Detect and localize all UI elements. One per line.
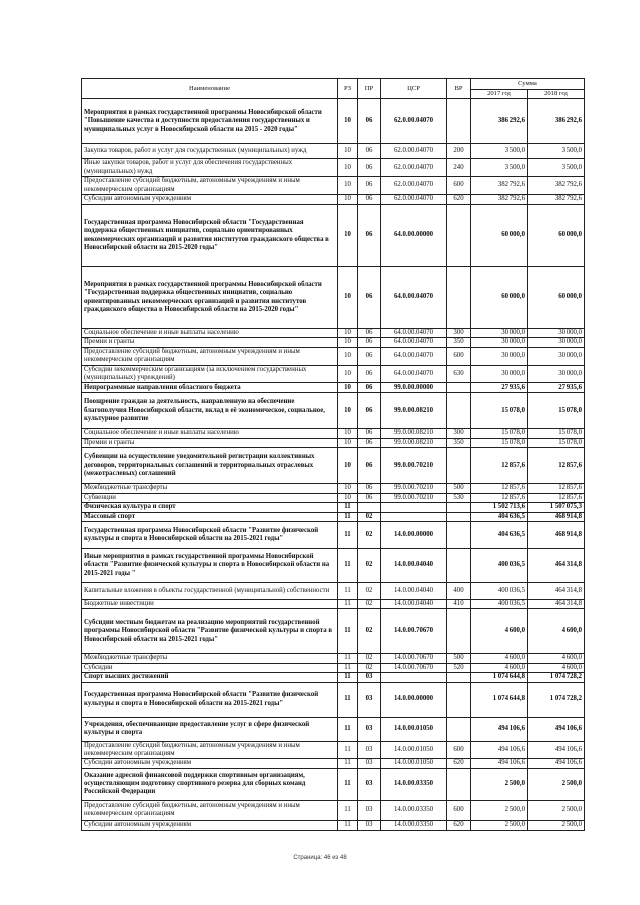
table-row — [82, 599, 585, 608]
row-name: Субсидии автономным учреждениям — [82, 820, 338, 830]
row-csr: 62.0.00.04070 — [381, 195, 447, 205]
header-row-top — [82, 79, 585, 90]
row-rz: 11 — [338, 741, 358, 759]
row-pr: 06 — [358, 383, 381, 393]
row-pr: 02 — [358, 582, 381, 599]
row-csr: 14.0.00.01050 — [381, 741, 447, 759]
table-row — [82, 448, 585, 484]
row-name: Государственная программа Новосибирской области "Развитие физической культуры и спорта в Новосибирской области на 2015-2021 годы" — [82, 682, 338, 717]
row-name: Непрограммные направления областного бюджета — [82, 383, 338, 393]
table-row — [82, 205, 585, 267]
row-name: Субсидии местным бюджетам на реализацию мероприятий государственной программы Новосибирской области "Развитие физической культуры и спорта в Новосибирской области на 2015-2021 годы" — [82, 609, 338, 654]
row-pr: 06 — [358, 393, 381, 429]
row-name: Закупка товаров, работ и услуг для государственных (муниципальных) нужд — [82, 144, 338, 159]
row-name: Субсидии некоммерческим организациям (за исключением государственных (муниципальных) учреждений) — [82, 365, 338, 383]
row-vr — [447, 393, 471, 429]
row-pr: 03 — [358, 759, 381, 768]
row-rz: 11 — [338, 609, 358, 654]
row-csr: 14.0.00.03350 — [381, 800, 447, 820]
row-sum-2018: 494 106,6 — [528, 741, 585, 759]
row-name: Государственная программа Новосибирской области "Государственная поддержка общественных инициатив, социально ориентированных некоммерческих организаций и развития институтов гражданского общества в Новосибирской области на 2015-2020 годы" — [82, 205, 338, 267]
table-row — [82, 493, 585, 502]
row-sum-2017: 4 600,0 — [471, 654, 528, 663]
row-sum-2017: 2 500,0 — [471, 768, 528, 800]
header-2017: 2017 год — [471, 90, 528, 99]
row-sum-2017: 494 106,6 — [471, 759, 528, 768]
row-sum-2017: 382 792,6 — [471, 177, 528, 195]
row-vr — [447, 383, 471, 393]
row-rz: 10 — [338, 484, 358, 493]
row-pr: 03 — [358, 741, 381, 759]
row-sum-2018: 382 792,6 — [528, 177, 585, 195]
table-header — [82, 79, 585, 99]
row-sum-2018: 4 600,0 — [528, 654, 585, 663]
table-row — [82, 717, 585, 741]
row-rz: 11 — [338, 800, 358, 820]
row-csr: 99.0.00.08210 — [381, 393, 447, 429]
table-row — [82, 609, 585, 654]
row-sum-2018: 1 507 075,3 — [528, 503, 585, 512]
row-rz: 10 — [338, 347, 358, 365]
table-row — [82, 673, 585, 682]
row-vr: 630 — [447, 365, 471, 383]
row-pr: 06 — [358, 484, 381, 493]
row-vr — [447, 521, 471, 548]
row-pr — [358, 503, 381, 512]
row-pr: 03 — [358, 682, 381, 717]
row-sum-2018: 12 857,6 — [528, 493, 585, 502]
row-sum-2018: 27 935,6 — [528, 383, 585, 393]
table-row — [82, 820, 585, 830]
row-csr: 14.0.00.01050 — [381, 717, 447, 741]
row-csr: 64.0.00.04070 — [381, 267, 447, 329]
table-row — [82, 429, 585, 438]
row-vr — [447, 205, 471, 267]
row-sum-2017: 15 078,0 — [471, 429, 528, 438]
table-row — [82, 663, 585, 672]
row-rz: 11 — [338, 548, 358, 582]
row-sum-2017: 30 000,0 — [471, 338, 528, 347]
row-name: Массовый спорт — [82, 512, 338, 521]
row-sum-2018: 30 000,0 — [528, 338, 585, 347]
row-sum-2018: 12 857,6 — [528, 448, 585, 484]
table-row — [82, 521, 585, 548]
table-row — [82, 682, 585, 717]
row-pr: 02 — [358, 599, 381, 608]
row-name: Предоставление субсидий бюджетным, автономным учреждениям и иным некоммерческим организациям — [82, 800, 338, 820]
row-rz: 10 — [338, 393, 358, 429]
table-row — [82, 338, 585, 347]
row-sum-2017: 4 600,0 — [471, 609, 528, 654]
row-vr — [447, 448, 471, 484]
row-pr: 06 — [358, 448, 381, 484]
row-csr: 64.0.00.04070 — [381, 347, 447, 365]
row-pr: 06 — [358, 99, 381, 144]
table-row — [82, 484, 585, 493]
row-pr: 06 — [358, 195, 381, 205]
row-sum-2018: 2 500,0 — [528, 820, 585, 830]
row-vr: 530 — [447, 493, 471, 502]
row-sum-2017: 400 036,5 — [471, 599, 528, 608]
row-vr: 400 — [447, 582, 471, 599]
row-rz: 10 — [338, 438, 358, 447]
row-sum-2017: 400 036,5 — [471, 548, 528, 582]
table-row — [82, 741, 585, 759]
row-sum-2018: 30 000,0 — [528, 347, 585, 365]
row-rz: 10 — [338, 144, 358, 159]
row-name: Премии и гранты — [82, 438, 338, 447]
header-name: Наименование — [82, 79, 338, 99]
table-row — [82, 347, 585, 365]
row-sum-2018: 15 078,0 — [528, 429, 585, 438]
row-pr: 02 — [358, 654, 381, 663]
row-vr: 240 — [447, 159, 471, 177]
row-csr: 64.0.00.04070 — [381, 338, 447, 347]
row-name: Физическая культура и спорт — [82, 503, 338, 512]
row-sum-2017: 27 935,6 — [471, 383, 528, 393]
row-name: Субсидии — [82, 663, 338, 672]
row-sum-2017: 404 636,5 — [471, 521, 528, 548]
row-csr: 64.0.00.04070 — [381, 329, 447, 338]
row-rz: 11 — [338, 599, 358, 608]
row-sum-2018: 4 600,0 — [528, 663, 585, 672]
row-name: Капитальные вложения в объекты государственной (муниципальной) собственности — [82, 582, 338, 599]
row-vr: 600 — [447, 800, 471, 820]
header-rz: РЗ — [338, 79, 358, 99]
row-name: Оказание адресной финансовой поддержки спортивным организациям, осуществляющим подготовку спортивного резерва для сборных команд Российской Федерации — [82, 768, 338, 800]
row-sum-2018: 382 792,6 — [528, 195, 585, 205]
row-csr: 62.0.00.04070 — [381, 144, 447, 159]
table-row — [82, 582, 585, 599]
row-sum-2018: 468 914,8 — [528, 512, 585, 521]
row-vr — [447, 717, 471, 741]
row-vr: 620 — [447, 759, 471, 768]
row-csr: 14.0.00.70670 — [381, 609, 447, 654]
row-sum-2017: 494 106,6 — [471, 741, 528, 759]
row-csr: 99.0.00.70210 — [381, 484, 447, 493]
row-vr: 620 — [447, 195, 471, 205]
row-vr — [447, 99, 471, 144]
row-pr: 06 — [358, 144, 381, 159]
row-name: Субвенции — [82, 493, 338, 502]
row-sum-2017: 3 500,0 — [471, 144, 528, 159]
row-sum-2017: 404 636,5 — [471, 512, 528, 521]
row-csr: 64.0.00.00000 — [381, 205, 447, 267]
row-csr: 99.0.00.08210 — [381, 429, 447, 438]
header-pr: ПР — [358, 79, 381, 99]
row-vr — [447, 673, 471, 682]
row-vr: 350 — [447, 338, 471, 347]
row-sum-2017: 2 500,0 — [471, 800, 528, 820]
row-vr — [447, 768, 471, 800]
row-vr: 300 — [447, 329, 471, 338]
row-rz: 11 — [338, 673, 358, 682]
row-csr: 14.0.00.03350 — [381, 768, 447, 800]
row-rz: 10 — [338, 159, 358, 177]
row-vr: 300 — [447, 429, 471, 438]
table-row — [82, 329, 585, 338]
row-pr: 06 — [358, 177, 381, 195]
row-rz: 10 — [338, 448, 358, 484]
row-name: Предоставление субсидий бюджетным, автономным учреждениям и иным некоммерческим организациям — [82, 177, 338, 195]
row-csr: 14.0.00.70670 — [381, 663, 447, 672]
row-csr: 99.0.00.08210 — [381, 438, 447, 447]
row-sum-2018: 3 500,0 — [528, 159, 585, 177]
row-sum-2017: 1 074 644,8 — [471, 682, 528, 717]
table-row — [82, 654, 585, 663]
row-pr: 03 — [358, 768, 381, 800]
row-rz: 11 — [338, 820, 358, 830]
row-name: Социальное обеспечение и иные выплаты населению — [82, 429, 338, 438]
row-pr: 02 — [358, 521, 381, 548]
row-rz: 10 — [338, 338, 358, 347]
row-sum-2018: 494 106,6 — [528, 717, 585, 741]
row-rz: 10 — [338, 493, 358, 502]
row-sum-2018: 464 314,8 — [528, 599, 585, 608]
row-name: Мероприятия в рамках государственной программы Новосибирской области "Государственная поддержка общественных инициатив, социально ориентированных некоммерческих организаций и развития институтов гражданского общества в Новосибирской области на 2015-2020 годы" — [82, 267, 338, 329]
row-name: Субсидии автономным учреждениям — [82, 759, 338, 768]
row-csr: 62.0.00.04070 — [381, 99, 447, 144]
row-name: Государственная программа Новосибирской области "Развитие физической культуры и спорта в Новосибирской области на 2015-2021 годы" — [82, 521, 338, 548]
row-sum-2018: 468 914,8 — [528, 521, 585, 548]
row-vr: 200 — [447, 144, 471, 159]
row-csr: 99.0.00.70210 — [381, 448, 447, 484]
table-row — [82, 800, 585, 820]
row-name: Межбюджетные трансферты — [82, 484, 338, 493]
row-sum-2017: 30 000,0 — [471, 365, 528, 383]
row-csr: 14.0.00.04040 — [381, 599, 447, 608]
row-sum-2018: 386 292,6 — [528, 99, 585, 144]
row-pr: 03 — [358, 673, 381, 682]
row-pr: 06 — [358, 267, 381, 329]
row-vr: 600 — [447, 347, 471, 365]
row-pr: 06 — [358, 338, 381, 347]
row-csr: 14.0.00.00000 — [381, 521, 447, 548]
row-sum-2018: 464 314,8 — [528, 582, 585, 599]
row-name: Спорт высших достижений — [82, 673, 338, 682]
row-rz: 11 — [338, 682, 358, 717]
table-row — [82, 393, 585, 429]
row-sum-2017: 382 792,6 — [471, 195, 528, 205]
row-vr: 520 — [447, 663, 471, 672]
row-vr: 500 — [447, 484, 471, 493]
row-name: Иные закупки товаров, работ и услуг для обеспечения государственных (муниципальных) нужд — [82, 159, 338, 177]
table-row — [82, 365, 585, 383]
row-pr: 02 — [358, 609, 381, 654]
row-csr: 64.0.00.04070 — [381, 365, 447, 383]
row-sum-2018: 60 000,0 — [528, 267, 585, 329]
page-number: Страница: 46 из 48 — [293, 855, 347, 861]
row-sum-2018: 1 074 728,2 — [528, 682, 585, 717]
row-vr: 410 — [447, 599, 471, 608]
budget-table — [81, 78, 585, 831]
row-name: Межбюджетные трансферты — [82, 654, 338, 663]
row-sum-2017: 12 857,6 — [471, 448, 528, 484]
header-csr: ЦСР — [381, 79, 447, 99]
row-sum-2018: 464 314,8 — [528, 548, 585, 582]
row-csr — [381, 512, 447, 521]
row-rz: 10 — [338, 99, 358, 144]
row-vr — [447, 267, 471, 329]
row-name: Мероприятия в рамках государственной программы Новосибирской области "Повышение качества и доступности предоставления государственных и муниципальных услуг в Новосибирской области на 2015 - 2020 годы" — [82, 99, 338, 144]
row-pr: 03 — [358, 717, 381, 741]
row-sum-2018: 12 857,6 — [528, 484, 585, 493]
row-sum-2017: 30 000,0 — [471, 347, 528, 365]
row-vr — [447, 682, 471, 717]
header-2018: 2018 год — [528, 90, 585, 99]
row-name: Учреждения, обеспечивающие предоставление услуг в сфере физической культуры и спорта — [82, 717, 338, 741]
row-rz: 10 — [338, 329, 358, 338]
row-pr: 06 — [358, 159, 381, 177]
row-name: Предоставление субсидий бюджетным, автономным учреждениям и иным некоммерческим организациям — [82, 741, 338, 759]
row-sum-2018: 4 600,0 — [528, 609, 585, 654]
row-vr: 620 — [447, 820, 471, 830]
row-name: Бюджетные инвестиции — [82, 599, 338, 608]
row-vr: 600 — [447, 741, 471, 759]
row-rz: 11 — [338, 717, 358, 741]
row-rz: 10 — [338, 267, 358, 329]
row-pr: 02 — [358, 663, 381, 672]
row-csr: 99.0.00.70210 — [381, 493, 447, 502]
row-pr: 06 — [358, 347, 381, 365]
row-pr: 02 — [358, 512, 381, 521]
row-vr: 500 — [447, 654, 471, 663]
row-pr: 03 — [358, 800, 381, 820]
row-pr: 06 — [358, 365, 381, 383]
row-name: Субсидии автономным учреждениям — [82, 195, 338, 205]
row-csr — [381, 673, 447, 682]
row-csr: 14.0.00.04040 — [381, 548, 447, 582]
row-csr: 14.0.00.70670 — [381, 654, 447, 663]
row-vr — [447, 503, 471, 512]
row-sum-2018: 1 074 728,2 — [528, 673, 585, 682]
row-sum-2018: 30 000,0 — [528, 365, 585, 383]
row-sum-2018: 30 000,0 — [528, 329, 585, 338]
row-sum-2017: 15 078,0 — [471, 438, 528, 447]
row-rz: 10 — [338, 177, 358, 195]
row-sum-2018: 2 500,0 — [528, 800, 585, 820]
row-sum-2017: 15 078,0 — [471, 393, 528, 429]
row-sum-2018: 2 500,0 — [528, 768, 585, 800]
row-pr: 06 — [358, 429, 381, 438]
table-row — [82, 144, 585, 159]
row-sum-2017: 60 000,0 — [471, 267, 528, 329]
row-sum-2017: 12 857,6 — [471, 484, 528, 493]
table-row — [82, 768, 585, 800]
row-pr: 06 — [358, 329, 381, 338]
row-sum-2017: 1 074 644,8 — [471, 673, 528, 682]
row-name: Поощрение граждан за деятельность, направленную на обеспечение благополучия Новосибирской области, вклад в её экономическое, социальное, культурное развитие — [82, 393, 338, 429]
table-row — [82, 383, 585, 393]
row-vr — [447, 548, 471, 582]
row-sum-2017: 3 500,0 — [471, 159, 528, 177]
row-vr: 350 — [447, 438, 471, 447]
row-name: Социальное обеспечение и иные выплаты населению — [82, 329, 338, 338]
row-rz: 11 — [338, 663, 358, 672]
row-vr: 600 — [447, 177, 471, 195]
row-pr: 06 — [358, 493, 381, 502]
row-pr: 03 — [358, 820, 381, 830]
row-csr: 99.0.00.00000 — [381, 383, 447, 393]
row-name: Предоставление субсидий бюджетным, автономным учреждениям и иным некоммерческим организациям — [82, 347, 338, 365]
row-rz: 10 — [338, 429, 358, 438]
row-rz: 10 — [338, 195, 358, 205]
row-rz: 10 — [338, 365, 358, 383]
row-rz: 11 — [338, 512, 358, 521]
row-pr: 02 — [358, 548, 381, 582]
row-sum-2017: 386 292,6 — [471, 99, 528, 144]
row-sum-2018: 60 000,0 — [528, 205, 585, 267]
row-rz: 10 — [338, 383, 358, 393]
row-sum-2017: 4 600,0 — [471, 663, 528, 672]
table-row — [82, 438, 585, 447]
row-sum-2017: 400 036,5 — [471, 582, 528, 599]
row-vr — [447, 512, 471, 521]
table-row — [82, 195, 585, 205]
table-body — [82, 99, 585, 830]
row-sum-2018: 15 078,0 — [528, 393, 585, 429]
row-rz: 11 — [338, 654, 358, 663]
row-csr: 14.0.00.03350 — [381, 820, 447, 830]
row-csr — [381, 503, 447, 512]
row-rz: 11 — [338, 503, 358, 512]
row-name: Иные мероприятия в рамках государственной программы Новосибирской области "Развитие физической культуры и спорта в Новосибирской области на 2015-2021 годы " — [82, 548, 338, 582]
header-sum: Сумма — [471, 79, 585, 90]
row-rz: 10 — [338, 205, 358, 267]
row-sum-2018: 494 106,6 — [528, 759, 585, 768]
row-rz: 11 — [338, 759, 358, 768]
row-csr: 14.0.00.04040 — [381, 582, 447, 599]
table-row — [82, 267, 585, 329]
table-row — [82, 177, 585, 195]
row-sum-2018: 3 500,0 — [528, 144, 585, 159]
row-pr: 06 — [358, 205, 381, 267]
row-sum-2018: 15 078,0 — [528, 438, 585, 447]
row-name: Премии и гранты — [82, 338, 338, 347]
row-csr: 14.0.00.01050 — [381, 759, 447, 768]
row-sum-2017: 60 000,0 — [471, 205, 528, 267]
row-sum-2017: 1 502 713,6 — [471, 503, 528, 512]
row-rz: 11 — [338, 768, 358, 800]
row-csr: 62.0.00.04070 — [381, 159, 447, 177]
row-sum-2017: 2 500,0 — [471, 820, 528, 830]
table-row — [82, 759, 585, 768]
row-sum-2017: 12 857,6 — [471, 493, 528, 502]
table-row — [82, 503, 585, 512]
header-vr: ВР — [447, 79, 471, 99]
row-pr: 06 — [358, 438, 381, 447]
row-sum-2017: 30 000,0 — [471, 329, 528, 338]
row-rz: 11 — [338, 582, 358, 599]
row-csr: 14.0.00.00000 — [381, 682, 447, 717]
row-name: Субвенции на осуществление уведомительной регистрации коллективных договоров, территориальных соглашений и территориальных отраслевых (межотраслевых) соглашений — [82, 448, 338, 484]
table-row — [82, 159, 585, 177]
table-row — [82, 548, 585, 582]
table-row — [82, 512, 585, 521]
table-row — [82, 99, 585, 144]
row-rz: 11 — [338, 521, 358, 548]
row-csr: 62.0.00.04070 — [381, 177, 447, 195]
row-vr — [447, 609, 471, 654]
row-sum-2017: 494 106,6 — [471, 717, 528, 741]
